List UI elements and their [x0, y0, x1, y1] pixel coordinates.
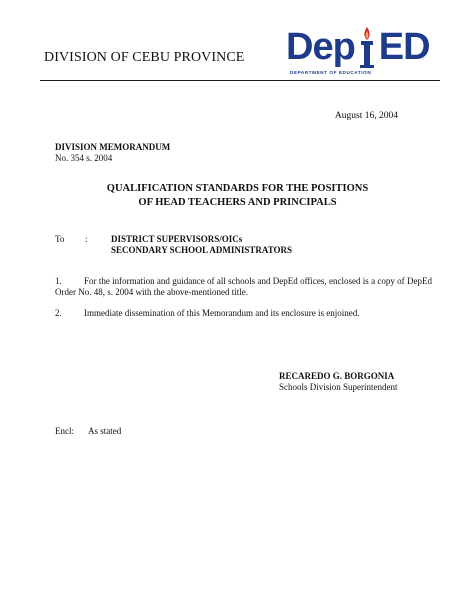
- recipient: SECONDARY SCHOOL ADMINISTRATORS: [111, 245, 293, 255]
- signatory-title: Schools Division Superintendent: [279, 382, 398, 392]
- memo-heading: [55, 142, 170, 164]
- torch-icon: [355, 24, 379, 70]
- memo-type: DIVISION MEMORANDUM: [55, 142, 171, 152]
- deped-wordmark: [286, 24, 430, 70]
- paragraph-text: For the information and guidance of all schools and DepEd offices, enclosed is a copy of DepEd Order No. 48, s. 2004 with the above-mentioned title.: [55, 276, 432, 297]
- deped-logo: [286, 24, 442, 78]
- enclosure-label: Encl:: [55, 426, 74, 436]
- enclosure-value: As stated: [88, 426, 122, 436]
- enclosure-note: [55, 426, 121, 436]
- paragraph: [55, 276, 432, 298]
- signature-block: [279, 371, 398, 393]
- header-rule: [40, 80, 440, 81]
- paragraph: [55, 308, 432, 319]
- logo-tagline: DEPARTMENT OF EDUCATION: [290, 70, 372, 75]
- signatory-name: RECAREDO G. BORGONIA: [279, 371, 395, 381]
- recipients: [111, 234, 292, 256]
- paragraph-text: Immediate dissemination of this Memorandum and its enclosure is enjoined.: [84, 308, 360, 318]
- recipient: DISTRICT SUPERVISORS/OICs: [111, 234, 243, 244]
- logo-suffix: ED: [378, 26, 430, 68]
- to-colon: :: [85, 234, 88, 244]
- memo-subject: [55, 182, 420, 210]
- paragraph-number: 2.: [55, 308, 62, 318]
- subject-line: QUALIFICATION STANDARDS FOR THE POSITIONS: [106, 183, 369, 194]
- to-label: To: [55, 234, 65, 244]
- paragraph-number: 1.: [55, 276, 62, 286]
- subject-line: OF HEAD TEACHERS AND PRINCIPALS: [138, 197, 337, 208]
- logo-prefix: Dep: [286, 26, 355, 68]
- division-title: DIVISION OF CEBU PROVINCE: [44, 50, 245, 65]
- memo-date: August 16, 2004: [334, 111, 398, 121]
- memo-number: No. 354 s. 2004: [55, 153, 113, 163]
